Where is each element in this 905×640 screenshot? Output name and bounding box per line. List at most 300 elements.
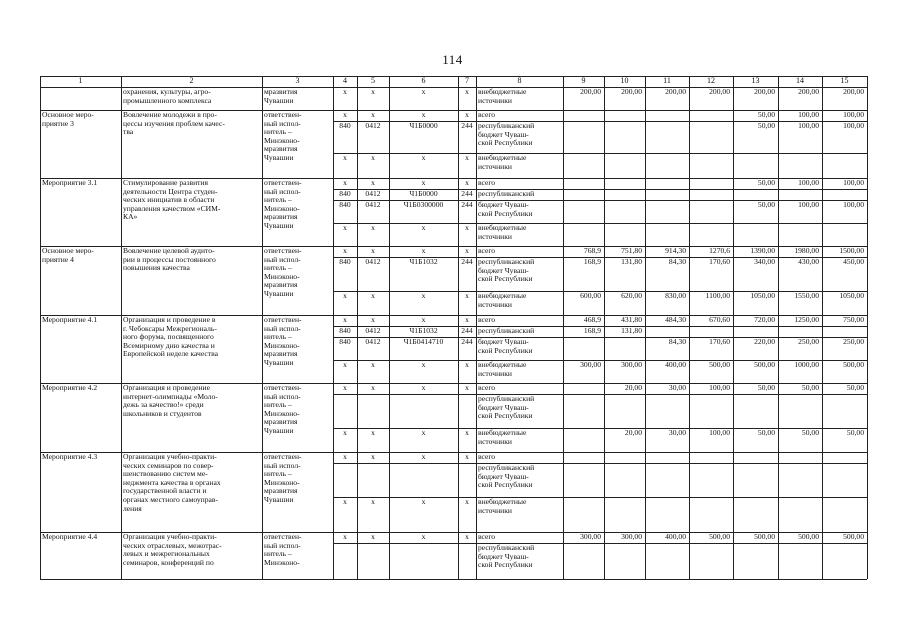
amount-cell: 1390,00 bbox=[750, 247, 775, 255]
code-target: х bbox=[421, 224, 426, 232]
row-description: Организация и проведение в г. Чебоксары Межрегиональ- ного форума, посвященного Всемирному дню качества и Европейской неделе качества bbox=[123, 316, 218, 359]
code-target: Ч1Б0000 bbox=[409, 122, 438, 130]
amount-cell: 170,60 bbox=[709, 258, 730, 266]
amount-cell: 50,00 bbox=[757, 122, 775, 130]
row-responsible: ответствен- ный испол- нитель – Минэконо- мразвития Чувашии bbox=[264, 316, 302, 367]
code-target bbox=[389, 464, 458, 497]
amount-cell: 830,00 bbox=[665, 292, 686, 300]
amount-cell: 50,00 bbox=[757, 384, 775, 392]
funding-source: республиканский бюджет Чуваш- ской Республики bbox=[478, 395, 535, 421]
amount-cell bbox=[689, 111, 733, 121]
amount-cell bbox=[604, 544, 645, 579]
amount-cell: 50,00 bbox=[801, 429, 819, 437]
funding-source: всего bbox=[478, 533, 496, 541]
row-name bbox=[40, 88, 121, 110]
amount-cell bbox=[822, 224, 867, 246]
amount-cell bbox=[822, 190, 867, 200]
funding-source: республиканский бюджет Чуваш- ской Республики bbox=[478, 464, 535, 490]
amount-cell bbox=[645, 224, 689, 246]
amount-cell: 131,80 bbox=[621, 327, 642, 335]
amount-cell: 500,00 bbox=[798, 533, 819, 541]
code-expense: 244 bbox=[461, 201, 473, 209]
code-target: х bbox=[421, 453, 426, 461]
amount-cell: 100,00 bbox=[843, 111, 864, 119]
amount-cell bbox=[604, 111, 645, 121]
code-section: 0412 bbox=[365, 338, 381, 346]
code-expense: х bbox=[465, 498, 469, 506]
amount-cell bbox=[733, 395, 778, 428]
amount-cell: 914,30 bbox=[665, 247, 686, 255]
header-col-15: 15 bbox=[840, 77, 849, 85]
code-expense bbox=[458, 395, 476, 428]
code-expense: 244 bbox=[461, 327, 473, 335]
amount-cell bbox=[604, 453, 645, 463]
amount-cell bbox=[604, 201, 645, 223]
code-target bbox=[389, 544, 458, 579]
row-description: Стимулирование развития деятельности Центра студен- ческих инициатив в области управления качеством «СИМ- КА» bbox=[123, 179, 221, 222]
code-expense: х bbox=[465, 361, 469, 369]
row-description: охранения, культуры, агро- промышленного комплекса bbox=[123, 88, 212, 105]
code-expense bbox=[458, 464, 476, 497]
code-ministry: х bbox=[343, 179, 347, 187]
amount-cell bbox=[689, 190, 733, 200]
amount-cell bbox=[733, 224, 778, 246]
amount-cell bbox=[645, 154, 689, 178]
amount-cell bbox=[563, 464, 604, 497]
amount-cell bbox=[563, 338, 604, 360]
code-ministry: 840 bbox=[339, 327, 351, 335]
header-col-13: 13 bbox=[751, 77, 760, 85]
amount-cell bbox=[645, 395, 689, 428]
code-expense bbox=[458, 544, 476, 579]
amount-cell bbox=[563, 122, 604, 153]
funding-source: республиканский бюджет Чуваш- ской Республики bbox=[478, 122, 535, 148]
amount-cell bbox=[733, 464, 778, 497]
code-target: х bbox=[421, 384, 426, 392]
amount-cell: 768,9 bbox=[583, 247, 601, 255]
amount-cell: 500,00 bbox=[754, 533, 775, 541]
funding-source: внебюджетные источники bbox=[478, 154, 527, 171]
amount-cell: 100,00 bbox=[798, 122, 819, 130]
code-target: Ч1Б1032 bbox=[409, 258, 438, 266]
funding-source: всего bbox=[478, 247, 496, 255]
amount-cell: 620,00 bbox=[621, 292, 642, 300]
amount-cell bbox=[563, 224, 604, 246]
amount-cell bbox=[689, 224, 733, 246]
header-col-10: 10 bbox=[620, 77, 629, 85]
amount-cell: 50,00 bbox=[757, 201, 775, 209]
amount-cell bbox=[689, 122, 733, 153]
amount-cell bbox=[733, 327, 778, 337]
funding-source: всего bbox=[478, 316, 496, 324]
header-col-2: 2 bbox=[189, 77, 194, 85]
code-ministry: х bbox=[343, 111, 347, 119]
code-target: х bbox=[421, 179, 426, 187]
amount-cell: 1980,00 bbox=[794, 247, 819, 255]
amount-cell bbox=[563, 111, 604, 121]
code-section: 0412 bbox=[365, 201, 381, 209]
page-number: 114 bbox=[442, 52, 463, 67]
funding-source: республиканский bbox=[478, 327, 535, 335]
amount-cell bbox=[733, 544, 778, 579]
code-section bbox=[357, 395, 389, 428]
code-target: х bbox=[421, 316, 426, 324]
code-ministry bbox=[333, 464, 357, 497]
amount-cell bbox=[604, 395, 645, 428]
code-target: х bbox=[421, 111, 426, 119]
funding-source: республиканский бюджет Чуваш- ской Республики bbox=[478, 544, 535, 570]
funding-source: внебюджетные источники bbox=[478, 292, 527, 309]
amount-cell bbox=[645, 201, 689, 223]
header-col-8: 8 bbox=[517, 77, 522, 85]
code-expense: х bbox=[465, 179, 469, 187]
code-section: х bbox=[371, 154, 375, 162]
amount-cell: 200,00 bbox=[621, 88, 642, 96]
code-section bbox=[357, 464, 389, 497]
amount-cell: 50,00 bbox=[757, 179, 775, 187]
amount-cell bbox=[604, 338, 645, 360]
amount-cell bbox=[563, 453, 604, 463]
amount-cell bbox=[689, 154, 733, 178]
code-section: х bbox=[371, 533, 375, 541]
amount-cell: 20,00 bbox=[624, 429, 642, 437]
code-target: х bbox=[421, 292, 426, 300]
amount-cell: 450,00 bbox=[843, 258, 864, 266]
header-col-7: 7 bbox=[465, 77, 469, 85]
header-col-3: 3 bbox=[295, 77, 300, 85]
amount-cell bbox=[778, 190, 822, 200]
amount-cell bbox=[689, 544, 733, 579]
amount-cell bbox=[645, 327, 689, 337]
code-expense: х bbox=[465, 154, 469, 162]
code-section: 0412 bbox=[365, 190, 381, 198]
amount-cell bbox=[645, 122, 689, 153]
amount-cell bbox=[645, 179, 689, 189]
amount-cell bbox=[822, 395, 867, 428]
row-responsible: ответствен- ный испол- нитель – Минэконо- мразвития Чувашии bbox=[264, 179, 302, 230]
amount-cell: 50,00 bbox=[757, 111, 775, 119]
amount-cell bbox=[822, 498, 867, 532]
amount-cell bbox=[689, 179, 733, 189]
funding-source: внебюджетные источники bbox=[478, 88, 527, 105]
funding-source: всего bbox=[478, 453, 496, 461]
code-expense: х bbox=[465, 453, 469, 461]
amount-cell bbox=[778, 154, 822, 178]
amount-cell: 750,00 bbox=[843, 316, 864, 324]
amount-cell bbox=[689, 201, 733, 223]
funding-source: внебюджетные источники bbox=[478, 429, 527, 446]
amount-cell: 1500,00 bbox=[839, 247, 864, 255]
amount-cell: 300,00 bbox=[580, 361, 601, 369]
funding-source: бюджет Чуваш- ской Республики bbox=[478, 338, 533, 355]
row-name: Основное меро- приятие 3 bbox=[42, 111, 94, 128]
row-name: Основное меро- приятие 4 bbox=[42, 247, 94, 264]
code-ministry: х bbox=[343, 361, 347, 369]
amount-cell bbox=[778, 453, 822, 463]
code-expense: х bbox=[465, 292, 469, 300]
code-expense: х bbox=[465, 88, 469, 96]
code-ministry: х bbox=[343, 533, 347, 541]
code-target: х bbox=[421, 154, 426, 162]
amount-cell: 131,80 bbox=[621, 258, 642, 266]
amount-cell bbox=[645, 190, 689, 200]
code-section: 0412 bbox=[365, 122, 381, 130]
funding-source: всего bbox=[478, 111, 496, 119]
amount-cell: 751,80 bbox=[621, 247, 642, 255]
amount-cell bbox=[822, 544, 867, 579]
row-name: Мероприятие 4.4 bbox=[42, 533, 98, 541]
amount-cell: 100,00 bbox=[843, 201, 864, 209]
code-expense: х bbox=[465, 533, 469, 541]
amount-cell: 50,00 bbox=[801, 384, 819, 392]
code-ministry: х bbox=[343, 88, 347, 96]
amount-cell: 500,00 bbox=[843, 533, 864, 541]
funding-source: всего bbox=[478, 384, 496, 392]
amount-cell: 50,00 bbox=[846, 384, 864, 392]
row-responsible: ответствен- ный испол- нитель – Минэконо- bbox=[264, 533, 302, 567]
code-section: х bbox=[371, 316, 375, 324]
amount-cell bbox=[563, 429, 604, 452]
amount-cell bbox=[604, 154, 645, 178]
amount-cell bbox=[822, 154, 867, 178]
code-section: х bbox=[371, 179, 375, 187]
code-section: х bbox=[371, 429, 375, 437]
code-target: х bbox=[421, 498, 426, 506]
row-name: Мероприятие 4.1 bbox=[42, 316, 98, 324]
amount-cell bbox=[778, 224, 822, 246]
amount-cell: 50,00 bbox=[757, 429, 775, 437]
code-section bbox=[357, 544, 389, 579]
amount-cell: 220,00 bbox=[754, 338, 775, 346]
amount-cell: 100,00 bbox=[798, 179, 819, 187]
code-target bbox=[389, 395, 458, 428]
code-expense: 244 bbox=[461, 122, 473, 130]
code-section: х bbox=[371, 111, 375, 119]
code-target: х bbox=[421, 88, 426, 96]
code-expense: х bbox=[465, 384, 469, 392]
amount-cell bbox=[563, 201, 604, 223]
code-expense: х bbox=[465, 247, 469, 255]
amount-cell bbox=[733, 498, 778, 532]
header-col-1: 1 bbox=[78, 77, 83, 85]
amount-cell bbox=[689, 498, 733, 532]
amount-cell bbox=[733, 453, 778, 463]
amount-cell bbox=[689, 464, 733, 497]
header-col-4: 4 bbox=[343, 77, 347, 85]
amount-cell: 1050,00 bbox=[750, 292, 775, 300]
amount-cell: 100,00 bbox=[843, 122, 864, 130]
amount-cell bbox=[822, 453, 867, 463]
row-description: Организация и проведение интернет-олимпиады «Моло- дежь за качество!» среди школьников и студентов bbox=[123, 384, 218, 418]
amount-cell: 300,00 bbox=[580, 533, 601, 541]
amount-cell bbox=[645, 544, 689, 579]
amount-cell bbox=[689, 395, 733, 428]
code-section: 0412 bbox=[365, 258, 381, 266]
amount-cell: 170,60 bbox=[709, 338, 730, 346]
code-target: Ч1Б0414710 bbox=[403, 338, 444, 346]
funding-source: внебюджетные источники bbox=[478, 498, 527, 515]
row-description: Организация учебно-практи- ческих отраслевых, межотрас- левых и межрегиональных семинаров, конференций по bbox=[123, 533, 222, 567]
code-expense: х bbox=[465, 224, 469, 232]
amount-cell bbox=[733, 154, 778, 178]
funding-source: внебюджетные источники bbox=[478, 224, 527, 241]
code-ministry: х bbox=[343, 316, 347, 324]
code-target: х bbox=[421, 247, 426, 255]
funding-source: бюджет Чуваш- ской Республики bbox=[478, 201, 533, 218]
code-ministry: 840 bbox=[339, 258, 351, 266]
code-section: х bbox=[371, 384, 375, 392]
amount-cell bbox=[778, 327, 822, 337]
code-expense: х bbox=[465, 111, 469, 119]
amount-cell: 200,00 bbox=[754, 88, 775, 96]
row-responsible: ответствен- ный испол- нитель – Минэконо- мразвития Чувашии bbox=[264, 111, 302, 162]
header-col-5: 5 bbox=[371, 77, 375, 85]
amount-cell: 600,00 bbox=[580, 292, 601, 300]
code-ministry: х bbox=[343, 429, 347, 437]
amount-cell: 670,60 bbox=[709, 316, 730, 324]
amount-cell: 400,00 bbox=[665, 533, 686, 541]
code-expense: 244 bbox=[461, 258, 473, 266]
amount-cell bbox=[645, 498, 689, 532]
code-expense: 244 bbox=[461, 190, 473, 198]
row-name: Мероприятие 3.1 bbox=[42, 179, 98, 187]
amount-cell: 84,30 bbox=[668, 338, 686, 346]
amount-cell bbox=[778, 498, 822, 532]
amount-cell: 200,00 bbox=[580, 88, 601, 96]
row-description: Вовлечение молодежи в про- цессы изучения проблем качес- тва bbox=[123, 111, 225, 137]
code-target: х bbox=[421, 361, 426, 369]
rule-horizontal bbox=[40, 579, 867, 580]
amount-cell: 168,9 bbox=[583, 327, 601, 335]
amount-cell: 20,00 bbox=[624, 384, 642, 392]
amount-cell bbox=[689, 453, 733, 463]
amount-cell: 200,00 bbox=[798, 88, 819, 96]
amount-cell: 1550,00 bbox=[794, 292, 819, 300]
funding-source: всего bbox=[478, 179, 496, 187]
amount-cell: 200,00 bbox=[843, 88, 864, 96]
row-responsible: мразвития Чувашии bbox=[264, 88, 298, 105]
code-ministry: 840 bbox=[339, 201, 351, 209]
amount-cell bbox=[733, 190, 778, 200]
amount-cell bbox=[778, 544, 822, 579]
amount-cell: 720,00 bbox=[754, 316, 775, 324]
amount-cell bbox=[778, 395, 822, 428]
amount-cell: 1000,00 bbox=[794, 361, 819, 369]
amount-cell: 100,00 bbox=[843, 179, 864, 187]
amount-cell: 500,00 bbox=[709, 361, 730, 369]
amount-cell bbox=[822, 464, 867, 497]
amount-cell: 100,00 bbox=[709, 429, 730, 437]
row-responsible: ответствен- ный испол- нитель – Минэконо- мразвития Чувашии bbox=[264, 384, 302, 435]
amount-cell: 250,00 bbox=[798, 338, 819, 346]
amount-cell: 500,00 bbox=[709, 533, 730, 541]
row-responsible: ответствен- ный испол- нитель – Минэконо- мразвития Чувашии bbox=[264, 453, 302, 504]
code-section: х bbox=[371, 453, 375, 461]
code-section: х bbox=[371, 361, 375, 369]
code-ministry: х bbox=[343, 224, 347, 232]
amount-cell: 168,9 bbox=[583, 258, 601, 266]
code-ministry: х bbox=[343, 498, 347, 506]
row-description: Организация учебно-практи- ческих семинаров по совер- шенствованию систем ме- неджмента качества в органах государственной власти и органах местного самоуправ- ления bbox=[123, 453, 221, 513]
amount-cell bbox=[563, 384, 604, 394]
amount-cell: 500,00 bbox=[843, 361, 864, 369]
amount-cell bbox=[604, 224, 645, 246]
header-col-12: 12 bbox=[707, 77, 715, 85]
row-name: Мероприятие 4.3 bbox=[42, 453, 98, 461]
amount-cell bbox=[604, 179, 645, 189]
row-name: Мероприятие 4.2 bbox=[42, 384, 98, 392]
amount-cell: 100,00 bbox=[798, 111, 819, 119]
amount-cell: 340,00 bbox=[754, 258, 775, 266]
amount-cell bbox=[604, 464, 645, 497]
amount-cell bbox=[645, 111, 689, 121]
amount-cell: 250,00 bbox=[843, 338, 864, 346]
amount-cell bbox=[563, 498, 604, 532]
funding-source: республиканский bbox=[478, 190, 535, 198]
amount-cell: 1100,00 bbox=[705, 292, 730, 300]
code-ministry bbox=[333, 544, 357, 579]
amount-cell bbox=[563, 544, 604, 579]
rule-vertical bbox=[867, 76, 868, 579]
funding-source: внебюджетные источники bbox=[478, 361, 527, 378]
code-ministry: х bbox=[343, 453, 347, 461]
code-ministry: х bbox=[343, 154, 347, 162]
code-ministry: 840 bbox=[339, 190, 351, 198]
amount-cell: 200,00 bbox=[709, 88, 730, 96]
code-section: х bbox=[371, 247, 375, 255]
header-col-6: 6 bbox=[421, 77, 426, 85]
amount-cell: 1250,00 bbox=[794, 316, 819, 324]
code-section: х bbox=[371, 88, 375, 96]
amount-cell bbox=[563, 190, 604, 200]
amount-cell bbox=[645, 453, 689, 463]
amount-cell bbox=[563, 154, 604, 178]
code-target: Ч1Б0300000 bbox=[403, 201, 444, 209]
amount-cell: 30,00 bbox=[668, 429, 686, 437]
header-col-11: 11 bbox=[663, 77, 671, 85]
header-col-9: 9 bbox=[581, 77, 586, 85]
amount-cell: 400,00 bbox=[665, 361, 686, 369]
amount-cell bbox=[778, 464, 822, 497]
amount-cell: 430,00 bbox=[798, 258, 819, 266]
amount-cell: 50,00 bbox=[846, 429, 864, 437]
code-target: Ч1Б1032 bbox=[409, 327, 438, 335]
amount-cell bbox=[563, 395, 604, 428]
code-target: х bbox=[421, 533, 426, 541]
amount-cell: 484,30 bbox=[665, 316, 686, 324]
code-section: х bbox=[371, 498, 375, 506]
code-section: х bbox=[371, 224, 375, 232]
funding-source: республиканский бюджет Чуваш- ской Республики bbox=[478, 258, 535, 284]
code-section: 0412 bbox=[365, 327, 381, 335]
amount-cell bbox=[822, 327, 867, 337]
amount-cell: 100,00 bbox=[709, 384, 730, 392]
amount-cell: 1270,6 bbox=[709, 247, 730, 255]
amount-cell bbox=[645, 464, 689, 497]
code-ministry: 840 bbox=[339, 338, 351, 346]
amount-cell: 431,80 bbox=[621, 316, 642, 324]
code-expense: х bbox=[465, 429, 469, 437]
row-responsible: ответствен- ный испол- нитель – Минэконо- мразвития Чувашии bbox=[264, 247, 302, 298]
code-ministry bbox=[333, 395, 357, 428]
amount-cell bbox=[689, 327, 733, 337]
amount-cell: 1050,00 bbox=[839, 292, 864, 300]
code-ministry: х bbox=[343, 247, 347, 255]
amount-cell bbox=[604, 122, 645, 153]
amount-cell: 300,00 bbox=[621, 533, 642, 541]
amount-cell: 500,00 bbox=[754, 361, 775, 369]
amount-cell: 300,00 bbox=[621, 361, 642, 369]
